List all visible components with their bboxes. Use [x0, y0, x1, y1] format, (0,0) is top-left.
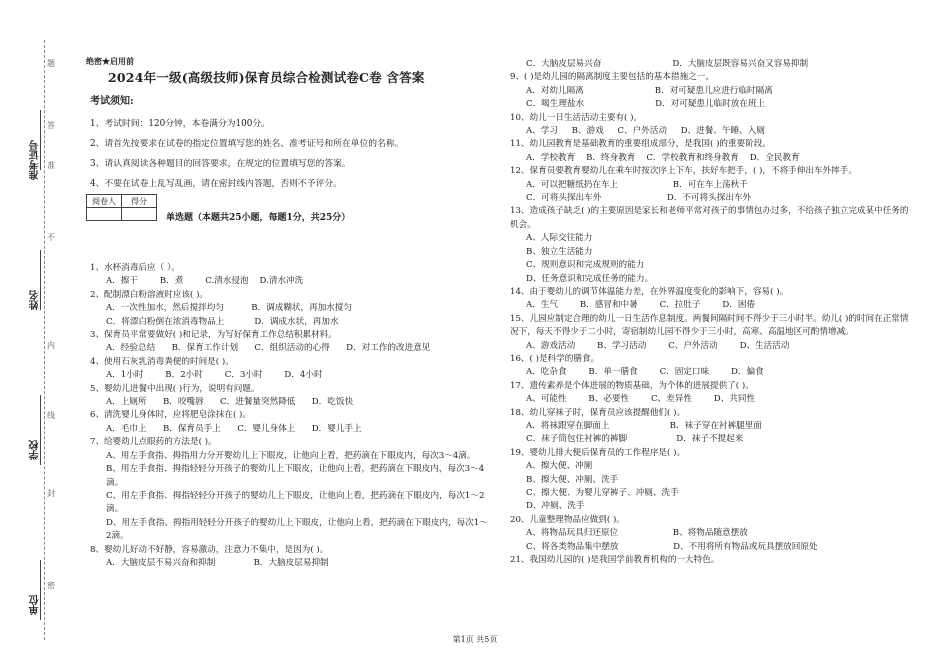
- question-block: [510, 514, 910, 554]
- answer-option[interactable]: C．袜子筒包住衬裤的裤脚 D．袜子不提起来: [526, 434, 744, 445]
- question-block: [90, 356, 490, 383]
- answer-option[interactable]: A．吃杂食 B．单一膳食 C．固定口味 D．偏食: [526, 367, 764, 378]
- field-label-name: 姓名: [30, 290, 41, 310]
- question-block: [510, 380, 910, 407]
- answer-option[interactable]: A．对幼儿隔离 B．对可疑患儿应进行临时隔离: [526, 85, 773, 96]
- binding-guide-char: 封: [47, 489, 55, 498]
- answer-option[interactable]: A．上厕所 B．咬嘴唇 C．进餐量突然降低 D．吃饭快: [106, 397, 354, 408]
- confidential-mark: 绝密★启用前: [86, 56, 134, 66]
- answer-option[interactable]: A、将物品玩具归还原位 B、将物品随意摆放: [526, 528, 748, 539]
- binding-guide-char: 答: [47, 121, 55, 130]
- binding-line: [44, 40, 45, 640]
- answer-option[interactable]: C．可将头探出车外 D．不可将头探出车外: [526, 193, 752, 204]
- question-block: [510, 554, 910, 567]
- question-stem: 3、保育员平常要做好( )和记录，为写好保育工作总结积累材料。: [90, 330, 337, 341]
- question-block: [510, 205, 910, 285]
- question-stem: 12、保育员要教育婴幼儿在乘车时按次序上下车，扶好车把手，( )，不将手伸出车外摔手。: [510, 166, 857, 177]
- question-stem: 8、婴幼儿好动不好静，容易激动，注意力不集中，是因为( )。: [90, 544, 329, 555]
- answer-option[interactable]: A．大脑皮层不易兴奋和抑制 B．大脑皮层易抑制: [106, 557, 329, 568]
- binding-guide-char: 密: [47, 581, 55, 590]
- page-title: 2024年一级(高级技师)保育员综合检测试卷C卷 含答案: [108, 70, 425, 85]
- notice-heading: 考试须知:: [90, 96, 134, 107]
- answer-option[interactable]: A、游戏活动 B、学习活动 C、户外活动 D、生活活动: [526, 340, 790, 351]
- question-stem: 15、儿园应制定合理的幼儿一日生活作息制度。两餐间隔时间不得少于三小时半。幼儿( )的时间在正常情况下，每天不得少于二小时，寄宿制幼儿园不得少于三小时，高寒、高温地区可酌情增减。: [510, 313, 909, 338]
- grader-cell[interactable]: [87, 208, 122, 221]
- question-stem: 18、幼儿穿袜子时，保育员应该提醒他们( )。: [510, 407, 686, 418]
- question-stem: 16、( )是科学的膳食。: [510, 353, 600, 364]
- answer-option[interactable]: A．学校教育 B．终身教育 C．学校教育和终身教育 D．全民教育: [526, 152, 800, 163]
- answer-option[interactable]: D、任务意识和完成任务的能力。: [526, 273, 654, 284]
- question-stem: 14、由于婴幼儿的调节体温能力差，在外界温度变化的影响下，容易( )。: [510, 286, 789, 297]
- field-label-exam-number: 准考证号: [30, 140, 41, 180]
- page-footer: 第1页 共5页: [452, 635, 498, 644]
- answer-option[interactable]: B、独立生活能力: [526, 246, 593, 257]
- field-line-exam-number[interactable]: [40, 110, 41, 170]
- question-stem: 7、给婴幼儿点眼药的方法是( )。: [90, 437, 217, 448]
- field-label-unit: 单位: [30, 595, 41, 615]
- answer-option[interactable]: A、可能性 B、必要性 C、差异性 D、共同性: [526, 394, 756, 405]
- answer-option[interactable]: D、冲厕、洗手: [526, 501, 585, 512]
- question-stem: 21、我国幼儿园的( )是我国学前教育机构的一大特色。: [510, 555, 720, 566]
- question-stem: 10、幼儿一日生活活动主要有( )。: [510, 112, 643, 123]
- answer-option[interactable]: A．经验总结 B．保育工作计划 C．组织活动的心得 D．对工作的改进意见: [106, 343, 431, 354]
- binding-guide-char: 不: [47, 233, 55, 242]
- answer-option[interactable]: A．可以把糖纸扔在车上 B．可在车上荡秋千: [526, 179, 748, 190]
- question-block: [510, 112, 910, 139]
- question-block: [90, 409, 490, 436]
- notice-item: 1、考试时间：120分钟，本卷满分为100分。: [90, 119, 270, 129]
- question-stem: 9、( )是幼儿园的隔离制度主要包括的基本措施之一。: [510, 72, 714, 83]
- question-block: [90, 289, 490, 329]
- question-block: [510, 138, 910, 165]
- field-line-school[interactable]: [40, 395, 41, 465]
- answer-option[interactable]: C．喝生理盐水 D．对可疑患儿临时放在班上: [526, 99, 766, 110]
- binding-guide-char: 题: [47, 59, 55, 68]
- answer-option[interactable]: A．一次性加水，然后搅拌均匀 B．调成糊状，再加水搅匀: [106, 303, 353, 314]
- question-block: [510, 447, 910, 514]
- question-block: [90, 262, 490, 289]
- answer-option[interactable]: A、学习 B、游戏 C、户外活动 D、进餐、午睡、入厕: [526, 126, 765, 137]
- answer-option[interactable]: C．大脑皮层易兴奋 D．大脑皮层既容易兴奋又容易抑制: [526, 59, 809, 69]
- answer-option[interactable]: B、用左手食指、拇指轻轻分开孩子的婴幼儿上下眼皮，让他向上看，把药滴在下眼皮内，每次3～4滴。: [106, 464, 485, 488]
- score-header: 得分: [122, 195, 157, 208]
- notice-item: 4、不要在试卷上乱写乱画，请在密封线内答题，否则不予评分。: [90, 179, 342, 189]
- answer-option[interactable]: A．擦干 B．煮 C.清水侵泡 D.清水冲洗: [106, 276, 304, 287]
- right-question-column: [510, 58, 910, 567]
- grader-header: 阅卷人: [87, 195, 122, 208]
- notice-item: 3、请认真阅读各种题目的回答要求，在规定的位置填写您的答案。: [90, 159, 351, 169]
- question-stem: 5、婴幼儿进餐中出现( )行为，说明有问题。: [90, 383, 260, 394]
- answer-option[interactable]: D、用左手食指、拇指用轻轻分开孩子的婴幼儿上下眼皮，让他向上看，把药滴在下眼皮内，每次1～2滴。: [106, 517, 488, 542]
- question-block: [510, 286, 910, 313]
- question-block: [510, 313, 910, 353]
- binding-guide-char: 准: [47, 161, 55, 170]
- answer-option[interactable]: A、擦大便、冲厕: [526, 461, 593, 472]
- section-heading: 单选题（本题共25小题，每题1分，共25分）: [166, 213, 351, 223]
- answer-option[interactable]: C．将漂白粉倒在浓消毒物品上 D．调成水状，再加水: [106, 316, 339, 327]
- question-block: [90, 436, 490, 543]
- field-label-school: 学校: [30, 440, 41, 460]
- binding-guide-char: 线: [47, 411, 55, 420]
- answer-option[interactable]: C、用左手食指、拇指轻轻分开孩子的婴幼儿上下眼皮，让他向上看，把药滴在下眼皮内，每次1～2滴。: [106, 490, 485, 515]
- answer-option[interactable]: C、规则意识和完成规则的能力: [526, 260, 645, 271]
- answer-option[interactable]: C、擦大便、为婴儿穿裤子、冲厕、洗手: [526, 488, 679, 498]
- question-block: [510, 58, 910, 71]
- score-table: [86, 194, 157, 221]
- question-stem: 17、遗传素养是个体进展的物质基础，为个体的进展提供了( )。: [510, 380, 754, 391]
- question-stem: 11、幼儿园教育是基础教育的重要组成部分，是我国( )的重要阶段。: [510, 139, 771, 150]
- question-stem: 4、使用石灰乳消毒粪便的时间是( )。: [90, 356, 234, 367]
- question-block: [510, 165, 910, 205]
- question-block: [90, 383, 490, 410]
- question-stem: 19、婴幼儿排大便后保育员的工作程序是( )。: [510, 447, 686, 458]
- field-line-name[interactable]: [40, 250, 41, 310]
- score-cell[interactable]: [122, 208, 157, 221]
- answer-option[interactable]: A．生气 B．感冒和中暑 C．拉肚子 D．困倦: [526, 300, 756, 311]
- answer-option[interactable]: B、擦大便、冲厕、洗手: [526, 474, 619, 485]
- answer-option[interactable]: C、将各类物品集中摆放 D、不用将所有物品或玩具摆放回原处: [526, 541, 818, 552]
- answer-option[interactable]: A．将袜跟穿在脚面上 B．袜子穿在衬裤腿里面: [526, 420, 762, 431]
- question-block: [90, 544, 490, 571]
- question-stem: 1、水杯消毒后应（ ）。: [90, 263, 180, 273]
- question-stem: 20、儿童整理物品应做到( )。: [510, 514, 625, 525]
- question-block: [510, 71, 910, 111]
- question-block: [510, 353, 910, 380]
- answer-option[interactable]: A、人际交往能力: [526, 233, 593, 244]
- left-question-column: [90, 262, 490, 570]
- question-stem: 6、清洗婴儿身体时，应将肥皂涂抹在( )。: [90, 410, 251, 421]
- answer-option[interactable]: A．毛巾上 B．保育员手上 C．婴儿身体上 D．婴儿手上: [106, 423, 362, 434]
- question-stem: 13、造成孩子缺乏( )的主要原因是家长和老师平常对孩子的事情包办过多，不给孩子独立完成某中任务的机会。: [510, 206, 909, 230]
- notice-item: 2、请首先按要求在试卷的指定位置填写您的姓名、准考证号和所在单位的名称。: [90, 139, 404, 149]
- field-line-unit[interactable]: [40, 560, 41, 620]
- binding-guide-char: 内: [47, 341, 55, 350]
- answer-option[interactable]: A、用左手食指、拇指用力分开婴幼儿上下眼皮，让他向上看，把药滴在下眼皮内，每次3～4滴。: [106, 450, 476, 461]
- question-block: [510, 407, 910, 447]
- question-block: [90, 329, 490, 356]
- answer-option[interactable]: A．1小时 B．2小时 C．3小时 D．4小时: [106, 370, 323, 381]
- question-stem: 2、配制漂白粉溶液时应该( )。: [90, 289, 209, 300]
